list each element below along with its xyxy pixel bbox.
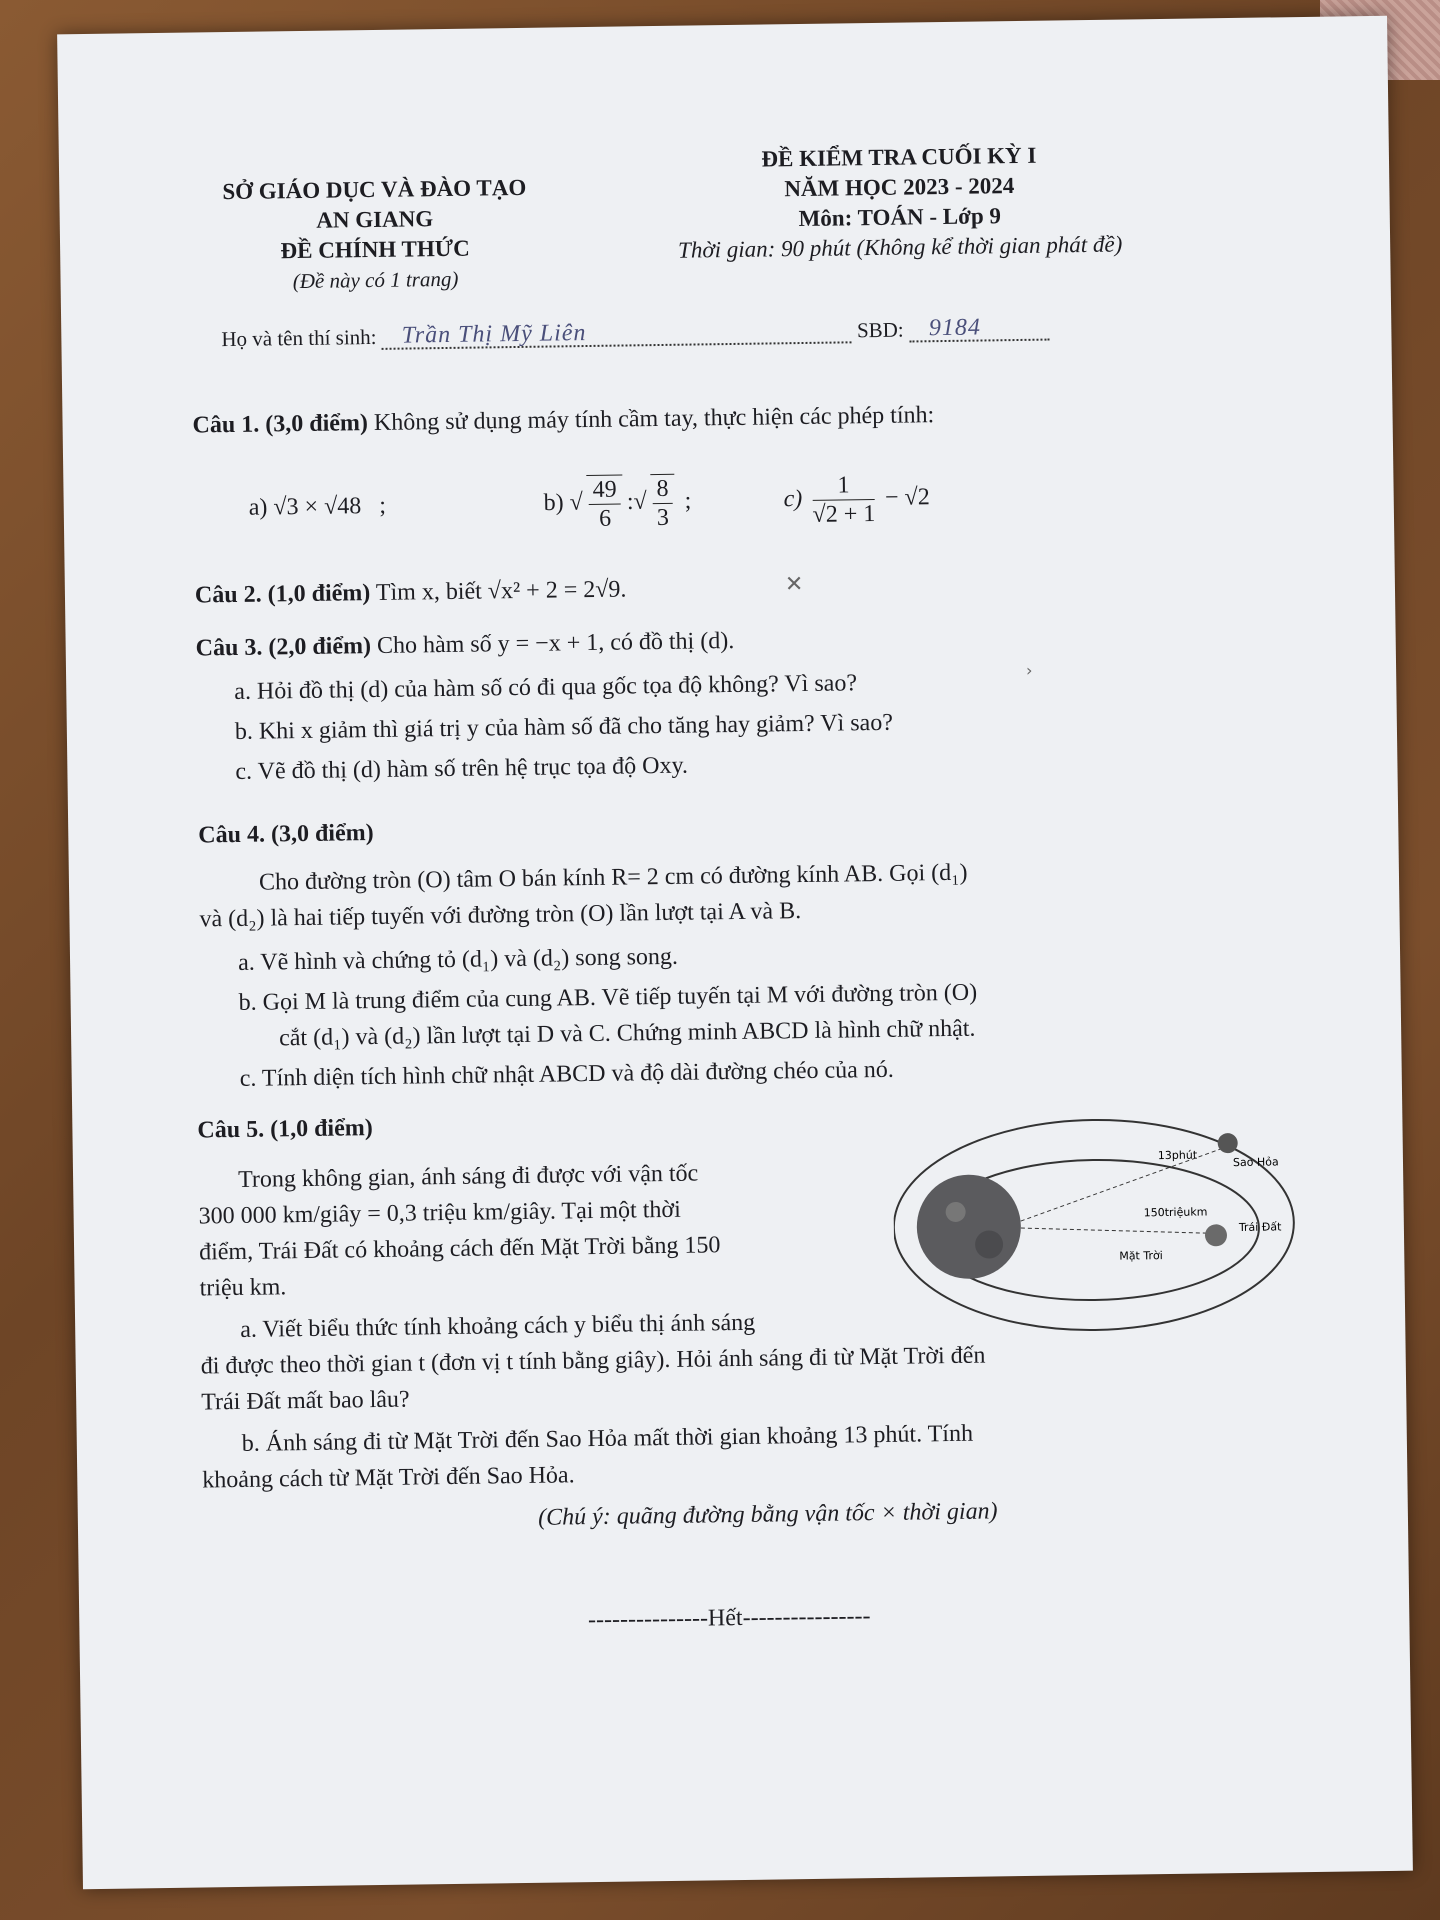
q4-b2: cắt (d₁) và (d₂) lần lượt tại D và C. Chứng minh ABCD là hình chữ nhật. [278, 1015, 976, 1052]
q1-b-label: b) [543, 489, 564, 517]
q5-p1: Trong không gian, ánh sáng đi được với vận tốc [237, 1160, 699, 1193]
question-2 [195, 562, 1295, 613]
q3-c: c. Vẽ đồ thị (d) hàm số trên hệ trục tọa độ Oxy. [235, 752, 689, 785]
q1-parts [248, 465, 1299, 540]
q1-b-frac2 [650, 474, 675, 532]
school-year: NĂM HỌC 2023 - 2024 [784, 173, 1015, 202]
exam-paper [57, 16, 1413, 1889]
q3-b: b. Khi x giảm thì giá trị y của hàm số đã cho tăng hay giảm? Vì sao? [234, 709, 894, 745]
q3-text: Cho hàm số y = −x + 1, có đồ thị (d). [376, 627, 735, 659]
official-label: ĐỀ CHÍNH THỨC [280, 235, 470, 264]
q4-c: c. Tính diện tích hình chữ nhật ABCD và độ dài đường chéo của nó. [239, 1056, 894, 1092]
q1-b-colon: : [626, 488, 634, 515]
mars-icon [1218, 1133, 1238, 1153]
pencil-mark-small: › [1025, 660, 1033, 680]
name-label: Họ và tên thí sinh: [221, 324, 377, 352]
dept-line1: SỞ GIÁO DỤC VÀ ĐÀO TẠO [222, 174, 527, 205]
question-3 [195, 615, 1297, 790]
q3-a: a. Hỏi đồ thị (d) của hàm số có đi qua gốc tọa độ không? Vì sao? [234, 670, 858, 705]
pages-note: (Đề này có 1 trang) [292, 266, 459, 294]
dept-line2: AN GIANG [316, 206, 434, 233]
q5-a1: a. Viết biểu thức tính khoảng cách y biểu thị ánh sáng [240, 1309, 756, 1343]
q1-b-frac1 [586, 475, 623, 533]
q1-b-num1: 49 [589, 476, 621, 505]
mars-label: Sao Hỏa [1232, 1155, 1279, 1170]
q1-c-den: √2 + 1 [812, 501, 876, 528]
handwritten-sbd: 9184 [928, 314, 982, 342]
q2-title: Câu 2. (1,0 điểm) [194, 580, 371, 609]
q1-b-num2: 8 [652, 475, 672, 504]
q1-b-den2: 3 [656, 504, 670, 532]
q1-a-end: ; [379, 492, 387, 519]
earth-distance-label: 150triệukm [1143, 1205, 1208, 1220]
sun-label: Mặt Trời [1119, 1249, 1163, 1263]
sbd-label: SBD: [856, 317, 904, 343]
q5-title: Câu 5. (1,0 điểm) [197, 1115, 373, 1144]
q1-c-label: c) [783, 486, 803, 513]
q1-part-c [783, 470, 930, 529]
sun-icon [916, 1174, 1021, 1279]
q2-text: Tìm x, biết √x² + 2 = 2√9. [375, 576, 627, 606]
q5-note: (Chú ý: quãng đường bằng vận tốc × thời gian) [537, 1498, 998, 1531]
q1-c-frac [812, 471, 876, 529]
q4-b1: b. Gọi M là trung điểm của cung AB. Vẽ tiếp tuyến tại M với đường tròn (O) [238, 979, 978, 1016]
handwritten-name: Trần Thị Mỹ Liên [401, 320, 587, 349]
q1-title: Câu 1. (3,0 điểm) [192, 410, 369, 439]
q5-b1: b. Ánh sáng đi từ Mặt Trời đến Sao Hỏa mất thời gian khoảng 13 phút. Tính [241, 1420, 974, 1457]
q4-a: a. Vẽ hình và chứng tỏ (d₁) và (d₂) song song. [237, 943, 679, 976]
subject: Môn: TOÁN - Lớp 9 [798, 203, 1002, 232]
q4-title: Câu 4. (3,0 điểm) [198, 820, 374, 849]
q4-intro1: Cho đường tròn (O) tâm O bán kính R= 2 cm có đường kính AB. Gọi (d₁) [258, 859, 968, 896]
q1-c-num: 1 [812, 471, 875, 501]
student-info [221, 313, 1221, 352]
q5-p3: điểm, Trái Đất có khoảng cách đến Mặt Trời bằng 150 [198, 1232, 721, 1266]
q5-a3: Trái Đất mất bao lâu? [201, 1386, 410, 1416]
q5-p4: triệu km. [199, 1274, 287, 1302]
exam-title: ĐỀ KIỂM TRA CUỐI KỲ I [761, 142, 1037, 172]
header-left [204, 173, 546, 298]
q1-part-b: b) √ $\frac{49}{6}$ :√ $\frac{8}{3}$ ; [543, 474, 691, 534]
q5-p2: 300 000 km/giây = 0,3 triệu km/giây. Tại một thời [198, 1196, 681, 1230]
q1-text: Không sử dụng máy tính cầm tay, thực hiện các phép tính: [373, 402, 935, 436]
q3-title: Câu 3. (2,0 điểm) [195, 633, 372, 662]
name-field [382, 319, 852, 350]
orbit-svg [892, 1102, 1315, 1348]
q1-b-den1: 6 [598, 505, 612, 532]
solar-orbit-diagram [892, 1102, 1315, 1348]
q1-c-tail: − √2 [884, 484, 930, 511]
q1-b-end: ; [684, 488, 692, 515]
q1-a-expr: √3 × √48 [273, 493, 362, 521]
earth-label: Trái Đất [1238, 1220, 1282, 1234]
q1-a-label: a) [248, 494, 268, 521]
q4-intro2: và (d₂) là hai tiếp tuyến với đường tròn (O) lần lượt tại A và B. [199, 898, 802, 933]
q5-b2: khoảng cách từ Mặt Trời đến Sao Hỏa. [202, 1462, 575, 1494]
exam-time: Thời gian: 90 phút (Không kể thời gian phát đề) [677, 231, 1123, 263]
pencil-mark: ✕ [784, 572, 804, 598]
question-1 [192, 392, 1292, 443]
q1-part-a [248, 488, 386, 526]
question-4 [198, 802, 1322, 1098]
earth-icon [1205, 1224, 1227, 1246]
sbd-field [909, 314, 1049, 343]
end-marker: ---------------Hết---------------- [587, 1603, 871, 1634]
mars-time-label: 13phút [1157, 1148, 1198, 1163]
header-right [619, 139, 1181, 267]
q5-a2: đi được theo thời gian t (đơn vị t tính bằng giây). Hỏi ánh sáng đi từ Mặt Trời đến [200, 1342, 986, 1380]
